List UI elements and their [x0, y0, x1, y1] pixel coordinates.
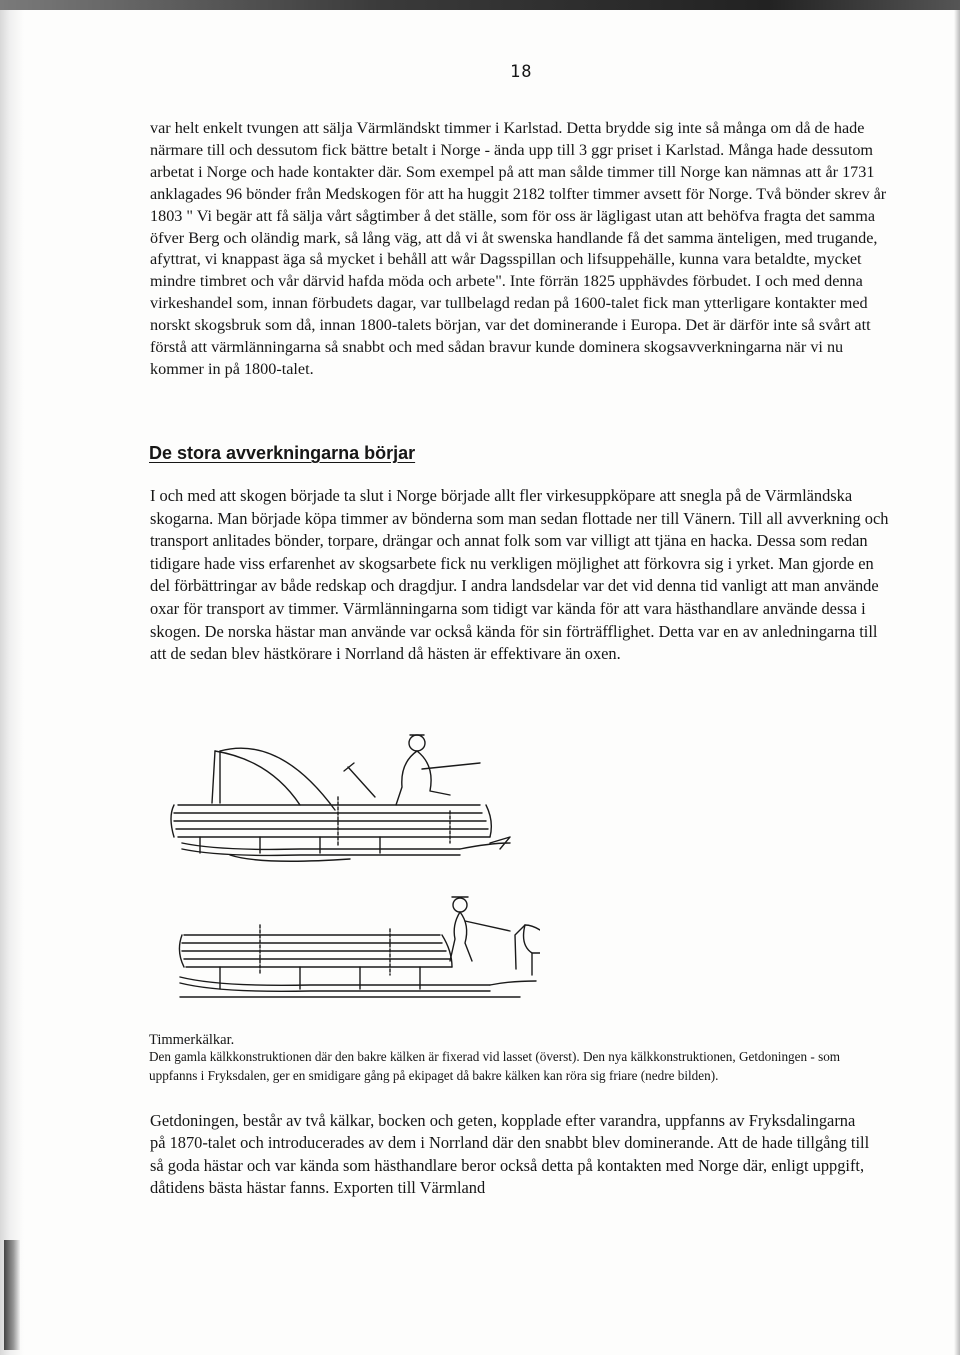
- intro-paragraph: var helt enkelt tvungen att sälja Värmländskt timmer i Karlstad. Detta brydde sig inte så många om då de hade närmare till och dessutom fick bättre betalt i Norge - ända upp till 3 ggr priset i Karlstad. Många hade dessutom arbetat i Norge och hade kontakter där. Som exempel på att man sålde timmer till Norge kan nämnas att år 1731 anklagades 96 bönder från Medskogen för att ha huggit 2182 tolfter timmer avsett för Norge. Två bönder skrev år 1803 " Vi begär att få sälja vårt sågtimber å det ställe, som för oss är lägligast utan att behöfva fragta det samma öfver Berg och oländig mark, så lång väg, att då vi åt swenska handlande få det samma änteligen, med trugande, afyttrat, vi knappast äga så mycket i behåll att wår Dagsspillan och lifsuppehälle, kunna vara betaldte, mycket mindre timbret och vår därvid hafda möda och arbete". Inte förrän 1825 upphävdes förbudet. I och med denna virkeshandel som, innan förbudets dagar, var tullbelagd redan på 1600-talet fick man ytterligare kontakter med norskt skogsbruk som då, innan 1800-talets början, var det dominerande i Europa. Det är därför inte så svårt att förstå att värmlänningarna så snabbt och med sådan bravur kunde dominera skogsavverkningarna när vi nu kommer in på 1800-talet.: [150, 119, 887, 378]
- getdoning-sled-drawing: [179, 897, 540, 997]
- closing-paragraph: Getdoningen, består av två kälkar, bocken och geten, kopplade efter varandra, uppfanns av Fryksdalingarna på 1870-talet och introducerades av dem i Norrland där den snabbt blev dominerande. Att de hade tillgång till så goda hästar och var kända som hästhandlare beror också detta på kontakten med Norge där, enligt uppgift, dåtidens bästa hästar fanns. Exporten till Värmland: [150, 1111, 870, 1198]
- scan-edge-top: [0, 0, 960, 10]
- scan-shadow-band: [4, 1240, 20, 1350]
- scan-edge-left: [0, 10, 24, 1355]
- section-body-paragraph: I och med att skogen började ta slut i Norge började allt fler virkesuppköpare att snegla på de Värmländska skogarna. Man började köpa timmer av bönderna som man sedan flottade ner till Vänern. Till all avverkning och transport anlitades bönder, torpare, drängar och annat folk som var villigt att tjäna en hacka. Dessa som redan tidigare hade viss erfarenhet av skogsarbete fick nu verkligen möjlighet att förkovra sig i yrket. Man gjorde en del förbättringar av både redskap och dragdjur. I andra landsdelar var det vid denna tid vanligt att man använde oxar för transport av timmer. Värmlänningarna som tidigt var kända för att vara hästhandlare använde dessa i skogen. De norska hästar man använde var också kända för sin förträfflighet. Detta var en av anledningarna till att de sedan blev hästkörare i Norrland då hästen är effektivare än oxen.: [150, 486, 889, 664]
- timber-sled-illustration: [160, 725, 540, 1025]
- figure-caption-text: Den gamla kälkkonstruktionen där den bakre kälken är fixerad vid lasset (överst). Den nya kälkkonstruktionen, Getdoningen - som uppfanns i Fryksdalen, ger en smidigare gång på ekipaget då bakre kälken kan röra sig friare (nedre bilden).: [149, 1049, 841, 1083]
- figure-caption-title: Timmerkälkar.: [149, 1032, 235, 1048]
- section-heading: De stora avverkningarna börjar: [149, 443, 416, 463]
- scan-edge-right: [954, 10, 960, 1355]
- page-number: 18: [510, 62, 533, 82]
- old-sled-drawing: [171, 735, 510, 861]
